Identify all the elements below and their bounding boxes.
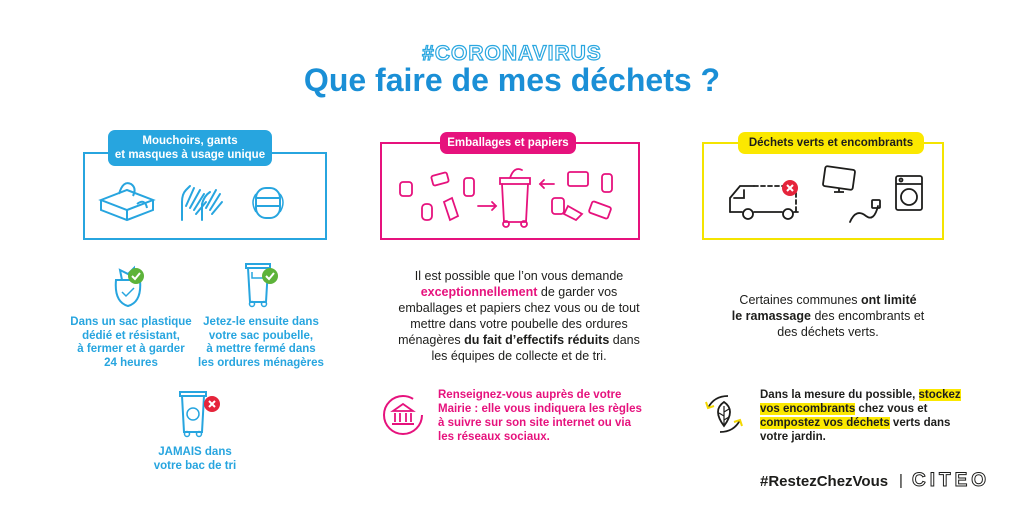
- store-tip-fragment: Dans la mesure du possible,: [760, 389, 919, 401]
- packaging-info-fragment: de garder vos: [537, 285, 618, 299]
- bulky-waste-category-pill: Déchets verts et encombrants: [738, 132, 924, 154]
- packaging-info-line: emballages et papiers chez vous ou de tout: [398, 301, 640, 315]
- page-title: Que faire de mes déchets ?: [303, 62, 721, 98]
- bulky-info-fragment: des encombrants et: [810, 309, 925, 323]
- town-hall-tip-line: Mairie : elle vous indiquera les règles: [438, 403, 642, 415]
- bin-tip-line: les ordures ménagères: [198, 356, 324, 369]
- bulky-waste-info-text: [708, 292, 948, 340]
- hashtag-coronavirus: #CORONAVIRUS: [422, 42, 602, 65]
- bag-tip-line: à fermer et à garder: [77, 343, 185, 355]
- bin-tip-line: votre sac poubelle,: [208, 329, 314, 342]
- store-tip-line: [760, 388, 970, 402]
- never-line: votre bac de tri: [153, 459, 237, 472]
- compost-highlight: compostez vos déchets: [760, 417, 890, 429]
- pickup-bold: le ramassage: [731, 309, 811, 323]
- masks-category-pill: [108, 130, 272, 166]
- mask-icon: [248, 182, 288, 222]
- bulky-highlight: vos encombrants: [760, 403, 856, 415]
- store-tip-line: [760, 402, 970, 416]
- citeo-logo: CITEO: [912, 470, 991, 491]
- footer-separator: |: [899, 472, 903, 489]
- recycling-bin-icon: [172, 386, 216, 438]
- check-green-icon: [262, 268, 278, 284]
- never-line: JAMAIS dans: [158, 446, 232, 458]
- bin-tip-line: Jetez-le ensuite dans: [203, 316, 319, 328]
- town-hall-icon: [382, 394, 424, 436]
- bulky-info-fragment: Certaines communes: [739, 293, 861, 307]
- bag-tip-line: Dans un sac plastique: [70, 316, 192, 328]
- limited-bold: ont limité: [861, 293, 917, 307]
- bulky-info-line: des déchets verts.: [777, 325, 879, 339]
- bulky-info-line: [708, 308, 948, 324]
- store-tip-fragment: chez vous et: [855, 403, 928, 415]
- bin-tip-line: à mettre fermé dans: [206, 343, 316, 355]
- reduced-staff-bold: du fait d’effectifs réduits: [464, 333, 610, 347]
- tv-icon: [820, 166, 860, 196]
- gloves-icon: [176, 180, 226, 224]
- masks-pill-line2: et masques à usage unique: [114, 149, 266, 161]
- tissue-box-icon: [97, 178, 157, 224]
- town-hall-tip-text: [438, 388, 648, 444]
- store-tip-line: [760, 416, 970, 430]
- store-tip-fragment: verts dans: [889, 417, 951, 429]
- town-hall-tip-line: les réseaux sociaux.: [438, 431, 550, 443]
- town-hall-tip-line: Renseignez-vous auprès de votre: [438, 389, 622, 401]
- store-highlight: stockez: [918, 389, 961, 401]
- packaging-info-line: [366, 284, 672, 300]
- bag-tip-line: dédié et résistant,: [82, 329, 180, 342]
- bag-tip-line: 24 heures: [104, 356, 158, 369]
- packaging-info-line: les équipes de collecte et de tri.: [431, 349, 607, 363]
- exceptionally-highlight: exceptionnellement: [420, 285, 538, 299]
- packaging-info-line: [366, 332, 672, 348]
- bulky-info-line: [708, 292, 948, 308]
- footer-hashtag: #RestezChezVous: [760, 473, 889, 490]
- masks-pill-line1: Mouchoirs, gants: [142, 135, 238, 147]
- packaging-info-line: mettre dans votre poubelle des ordures: [410, 317, 628, 331]
- packaging-info-line: Il est possible que l’on vous demande: [414, 269, 624, 283]
- never-recycling-text: [130, 446, 260, 473]
- compost-leaf-icon: [702, 392, 746, 436]
- store-compost-tip-text: [760, 388, 970, 444]
- packaging-info-text: [366, 268, 672, 364]
- cross-red-icon: [204, 396, 220, 412]
- check-green-icon: [128, 268, 144, 284]
- store-tip-line: votre jardin.: [760, 431, 826, 443]
- packaging-info-fragment: dans: [609, 333, 640, 347]
- packaging-category-pill: Emballages et papiers: [440, 132, 576, 154]
- town-hall-tip-line: à suivre sur son site internet ou via: [438, 417, 632, 429]
- cross-red-icon: [782, 180, 798, 196]
- washing-machine-icon: [892, 174, 926, 214]
- garden-hose-icon: [846, 198, 882, 228]
- packaging-info-fragment: ménagères: [398, 333, 465, 347]
- bin-tip-text: [186, 316, 336, 370]
- packaging-bin-icon: [392, 164, 628, 232]
